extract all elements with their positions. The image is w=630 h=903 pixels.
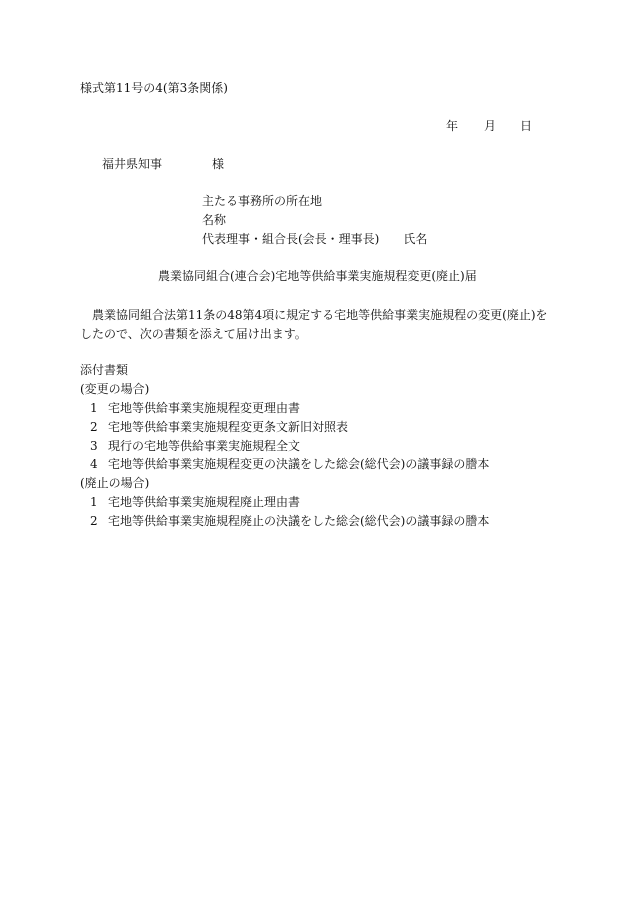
document-title: 農業協同組合(連合会)宅地等供給事業実施規程変更(廃止)届 [158,269,477,283]
applicant-representative-row [202,231,427,247]
list-item-number: 2 [90,514,98,528]
list-item-text: 宅地等供給事業実施規程変更条文新旧対照表 [108,420,349,434]
list-item-number: 4 [90,457,98,471]
abolish-case-label: (廃止の場合) [80,476,150,490]
list-item [90,419,348,435]
date-month-label: 月 [484,119,497,133]
list-item-text: 宅地等供給事業実施規程廃止理由書 [108,495,301,509]
representative-label: 代表理事・組合長(会長・理事長) [202,232,380,246]
list-item-text: 宅地等供給事業実施規程廃止の決議をした総会(総代会)の議事録の謄本 [108,514,490,528]
addressee [102,156,224,172]
list-item [90,513,489,529]
change-case-label: (変更の場合) [80,382,150,396]
date-day-label: 日 [520,119,533,133]
list-item-number: 1 [90,401,98,415]
list-item-text: 宅地等供給事業実施規程変更理由書 [108,401,301,415]
list-item-number: 3 [90,439,98,453]
body-paragraph: 農業協同組合法第11条の48第4項に規定する宅地等供給事業実施規程の変更(廃止)をしたので、次の書類を添えて届け出ます。 [80,308,548,341]
form-number-label: 様式第11号の4(第3条関係) [80,81,228,95]
applicant-name-label: 名称 [202,213,227,227]
list-item-text: 宅地等供給事業実施規程変更の決議をした総会(総代会)の議事録の謄本 [108,457,490,471]
list-item [90,438,300,454]
signature-label: 氏名 [403,232,428,246]
addressee-honorific: 様 [212,157,225,171]
date-year-label: 年 [446,119,459,133]
addressee-name: 福井県知事 [102,157,163,171]
list-item [90,400,300,416]
list-item [90,494,300,510]
date-row [446,118,532,134]
list-item-number: 2 [90,420,98,434]
list-item-text: 現行の宅地等供給事業実施規程全文 [108,439,301,453]
applicant-address-label: 主たる事務所の所在地 [202,194,323,208]
list-item [90,456,489,472]
attachments-heading: 添付書類 [80,363,129,377]
list-item-number: 1 [90,495,98,509]
